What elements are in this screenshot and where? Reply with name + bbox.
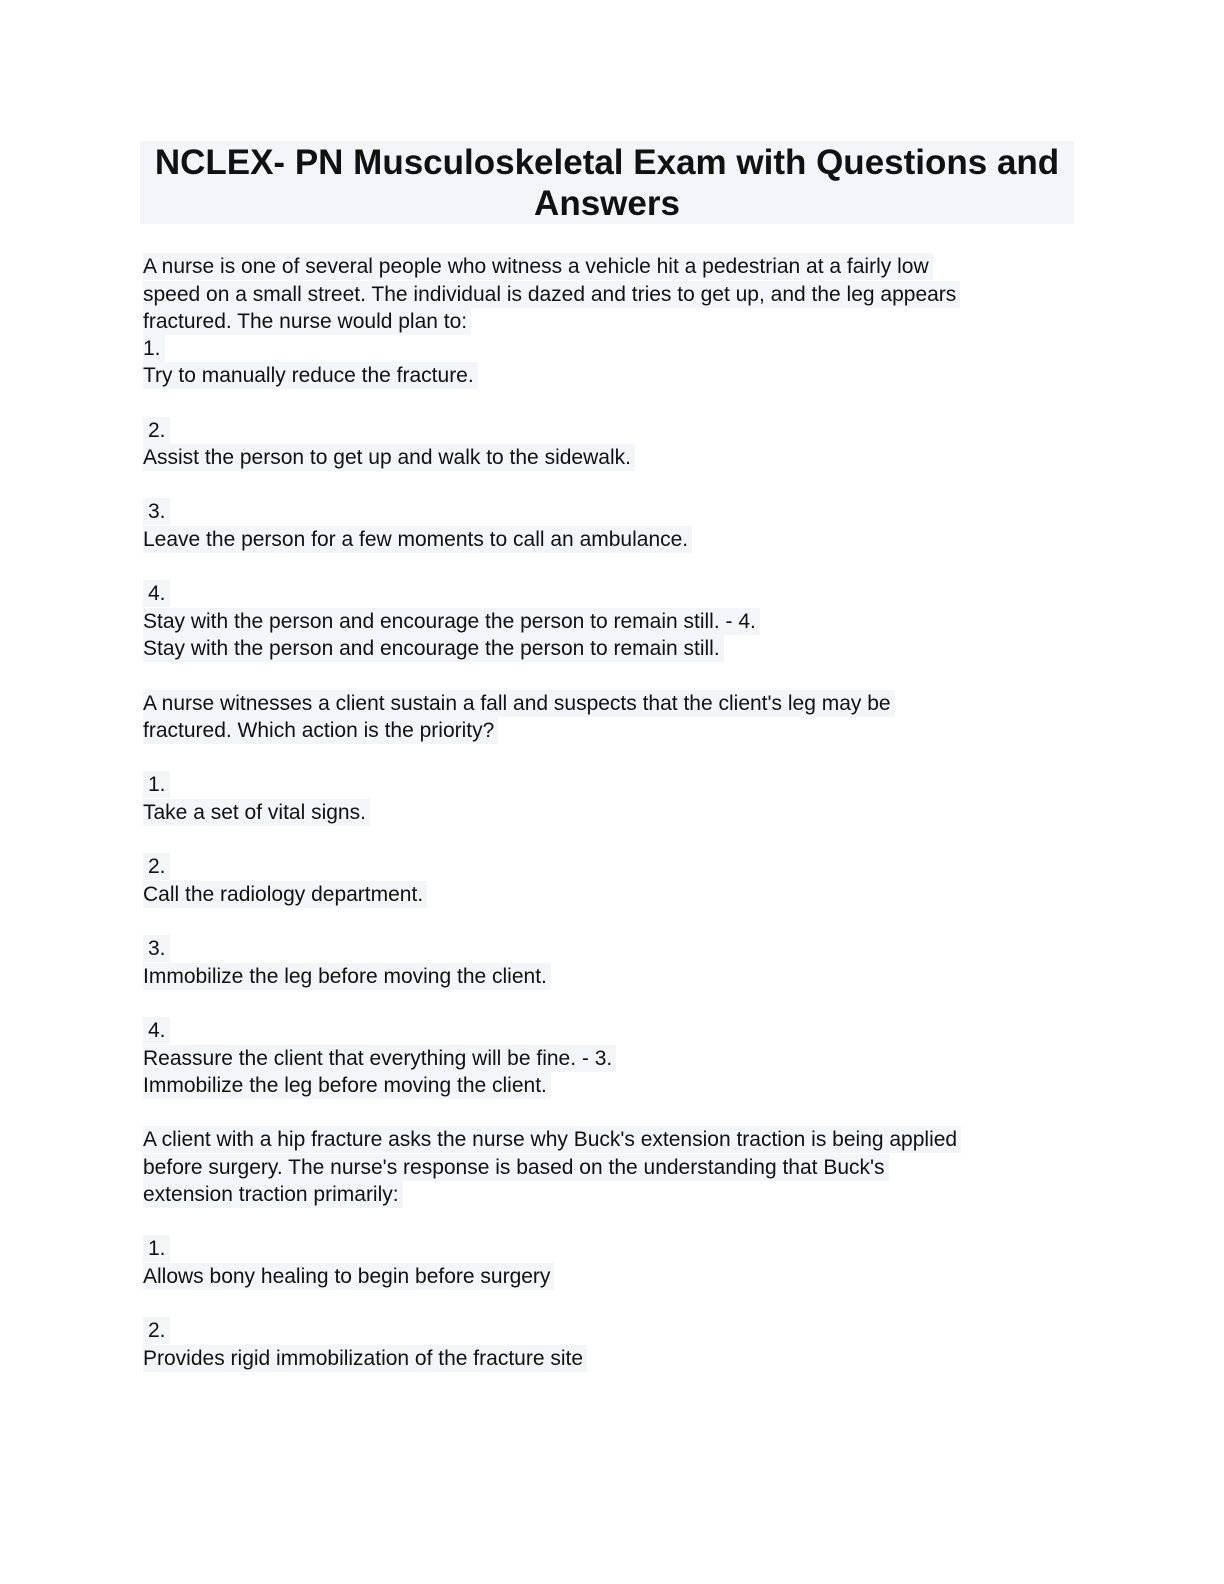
question-2-stem-line-2: fractured. Which action is the priority?: [143, 717, 498, 744]
question-2-option-4-text: Reassure the client that everything will be fine. - 3.: [143, 1045, 616, 1072]
question-2-option-1-text: Take a set of vital signs.: [143, 799, 370, 826]
title-line-1: NCLEX- PN Musculoskeletal Exam with Questions and: [154, 143, 1060, 182]
question-3-option-1-text: Allows bony healing to begin before surgery: [143, 1263, 554, 1290]
question-1-option-3-text: Leave the person for a few moments to call an ambulance.: [143, 526, 692, 553]
question-1-option-1-text: Try to manually reduce the fracture.: [143, 362, 478, 389]
question-1-answer: Stay with the person and encourage the person to remain still.: [143, 635, 724, 662]
question-2-option-3-text: Immobilize the leg before moving the client.: [143, 963, 551, 990]
question-2-stem-line-1: A nurse witnesses a client sustain a fall and suspects that the client's leg may be: [143, 690, 895, 717]
question-1-option-2-number: 2.: [143, 417, 170, 444]
question-1-option-4-number: 4.: [143, 580, 170, 607]
question-1-stem-line-1: A nurse is one of several people who witness a vehicle hit a pedestrian at a fairly low: [143, 253, 933, 280]
question-3-option-1-number: 1.: [143, 1235, 170, 1262]
question-3-stem-line-3: extension traction primarily:: [143, 1181, 403, 1208]
question-3-option-2-number: 2.: [143, 1317, 170, 1344]
question-1-stem-line-3: fractured. The nurse would plan to:: [143, 308, 471, 335]
page-title: [140, 141, 1074, 224]
question-2-option-3-number: 3.: [143, 935, 170, 962]
question-1-stem-line-2: speed on a small street. The individual is dazed and tries to get up, and the leg appears: [143, 281, 960, 308]
question-2-answer: Immobilize the leg before moving the client.: [143, 1072, 551, 1099]
question-2-option-1-number: 1.: [143, 771, 170, 798]
question-1-option-4-text: Stay with the person and encourage the person to remain still. - 4.: [143, 608, 760, 635]
question-3-stem-line-2: before surgery. The nurse's response is based on the understanding that Buck's: [143, 1154, 889, 1181]
question-2-option-2-number: 2.: [143, 853, 170, 880]
question-3-option-2-text: Provides rigid immobilization of the fracture site: [143, 1345, 587, 1372]
question-2-option-4-number: 4.: [143, 1017, 170, 1044]
question-1-option-3-number: 3.: [143, 498, 170, 525]
question-3-stem-line-1: A client with a hip fracture asks the nurse why Buck's extension traction is being applied: [143, 1126, 961, 1153]
question-1-option-2-text: Assist the person to get up and walk to the sidewalk.: [143, 444, 635, 471]
title-line-2: Answers: [534, 184, 680, 223]
question-2-option-2-text: Call the radiology department.: [143, 881, 427, 908]
question-1-option-1-number: 1.: [143, 335, 165, 362]
